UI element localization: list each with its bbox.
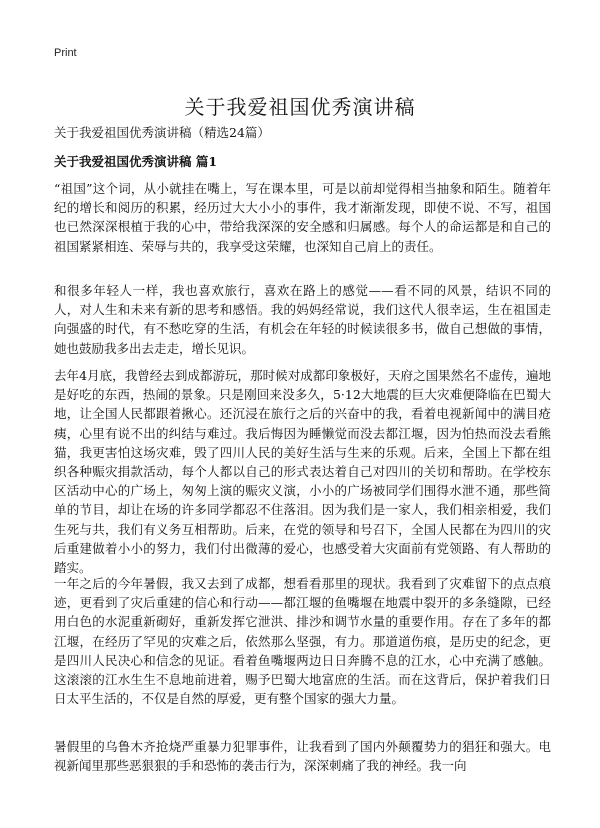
paragraph-4: 一年之后的今年暑假，我又去到了成都，想看看那里的现状。我看到了灾难留下的点点痕迹，更看到了灾后重建的信心和行动——都江堰的鱼嘴堰在地震中裂开的多条缝隙，已经用白色的水泥重新砌好，重新发挥它泄洪、排沙和调节水量的重要作用。存在了多年的都江堰，在经历了罕见的灾难之后，依然那么坚强，有力。那道道伤痕，是历史的纪念，更是四川人民决心和信念的见证。看着鱼嘴堰两边日日奔腾不息的江水，心中充满了感触。这滚滚的江水生生不息地前进着，赐予巴蜀大地富庶的生活。而在这背后，保护着我们日日太平生活的，不仅是自然的厚爱，更有整个国家的强大力量。 <box>54 576 551 707</box>
print-link[interactable]: Print <box>54 47 77 59</box>
document-subtitle: 关于我爱祖国优秀演讲稿（精选24篇） <box>54 125 270 140</box>
paragraph-2: 和很多年轻人一样，我也喜欢旅行，喜欢在路上的感觉——看不同的风景，结识不同的人，对人生和未来有新的思考和感悟。我的妈妈经常说，我们这代人很幸运，生在祖国走向强盛的时代，有不愁吃穿的生活，有机会在年轻的时候读很多书，做自己想做的事情，她也鼓励我多出去走走，增长见识。 <box>54 283 551 356</box>
paragraph-5: 暑假里的乌鲁木齐抢烧严重暴力犯罪事件，让我看到了国内外颠覆势力的猖狂和强大。电视新闻里那些恶狠狠的手和恐怖的袭击行为，深深刺痛了我的神经。我一向 <box>54 739 551 774</box>
paragraph-1: “祖国”这个词，从小就挂在嘴上，写在课本里，可是以前却觉得相当抽象和陌生。随着年纪的增长和阅历的积累，经历过大大小小的事件，我才渐渐发现，即使不说、不写，祖国也已然深深根植于我的心中，带给我深深的安全感和归属感。每个人的命运都是和自己的祖国紧紧相连、荣辱与共的，我享受这荣耀，也深知自己肩上的责任。 <box>54 181 551 254</box>
paragraph-3: 去年4月底，我曾经去到成都游玩，那时候对成都印象极好，天府之国果然名不虚传，遍地是好吃的东西，热闹的景象。只是刚回来没多久，5·12大地震的巨大灾难便降临在巴蜀大地，让全国人民都跟着揪心。还沉浸在旅行之后的兴奋中的我，看着电视新闻中的满目疮痍，心里有说不出的纠结与难过。我后悔因为睡懒觉而没去都江堰，因为怕热而没去看熊猫，我更害怕这场灾难，毁了四川人民的美好生活与生来的乐观。后来，全国上下都在组织各种赈灾捐款活动，每个人都以自己的形式表达着自己对四川的关切和帮助。在学校东区活动中心的广场上，匆匆上演的赈灾义演，小小的广场被同学们围得水泄不通，那些简单的节目，却让在场的许多同学都忍不住落泪。因为我们是一家人，我们相亲相爱，我们生死与共，我们有义务互相帮助。后来，在党的领导和号召下，全国人民都在为四川的灾后重建做着小小的努力，我们付出微薄的爱心，也感受着大灾面前有党领路、有人帮助的踏实。 <box>54 368 551 576</box>
document-title: 关于我爱祖国优秀演讲稿 <box>184 95 416 120</box>
section-heading: 关于我爱祖国优秀演讲稿 篇1 <box>54 154 218 169</box>
